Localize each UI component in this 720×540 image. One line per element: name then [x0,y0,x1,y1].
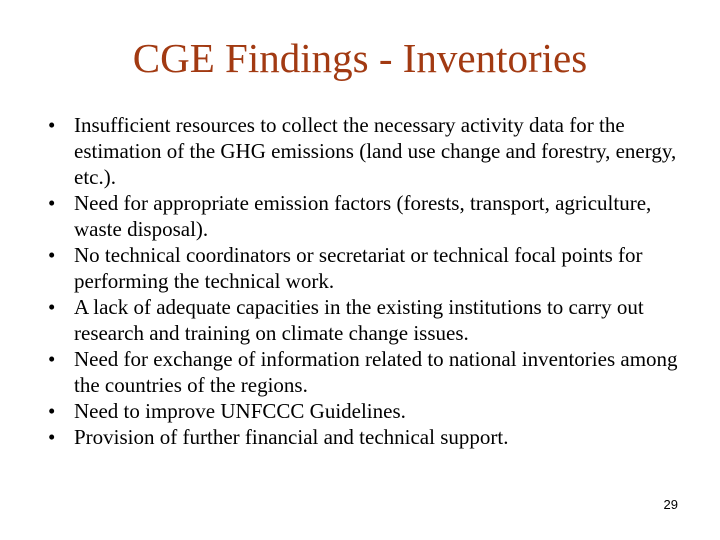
bullet-item-1 [48,112,688,190]
bullet-item-6 [48,398,688,424]
bullet-item-2 [48,190,688,242]
bullet-marker: • [48,295,56,319]
bullet-item-4 [48,294,688,346]
bullet-marker: • [48,191,56,215]
bullet-text: Need for exchange of information related to national inventories among the countries of the regions. [74,347,678,397]
bullet-text: Insufficient resources to collect the necessary activity data for the estimation of the GHG emissions (land use change and forestry, energy, etc.). [74,113,677,189]
bullet-text: Need for appropriate emission factors (forests, transport, agriculture, waste disposal). [74,191,652,241]
bullet-text: Provision of further financial and technical support. [74,425,509,449]
bullet-marker: • [48,113,56,137]
bullet-marker: • [48,399,56,423]
bullet-text: No technical coordinators or secretariat or technical focal points for performing the technical work. [74,243,643,293]
bullet-text: A lack of adequate capacities in the existing institutions to carry out research and training on climate change issues. [74,295,644,345]
bullet-item-7 [48,424,688,450]
bullet-list [48,112,688,450]
bullet-marker: • [48,347,56,371]
bullet-text: Need to improve UNFCCC Guidelines. [74,399,406,423]
bullet-item-5 [48,346,688,398]
slide-title: CGE Findings - Inventories [132,35,588,81]
bullet-marker: • [48,425,56,449]
bullet-item-3 [48,242,688,294]
page-number: 29 [663,497,678,512]
bullet-marker: • [48,243,56,267]
